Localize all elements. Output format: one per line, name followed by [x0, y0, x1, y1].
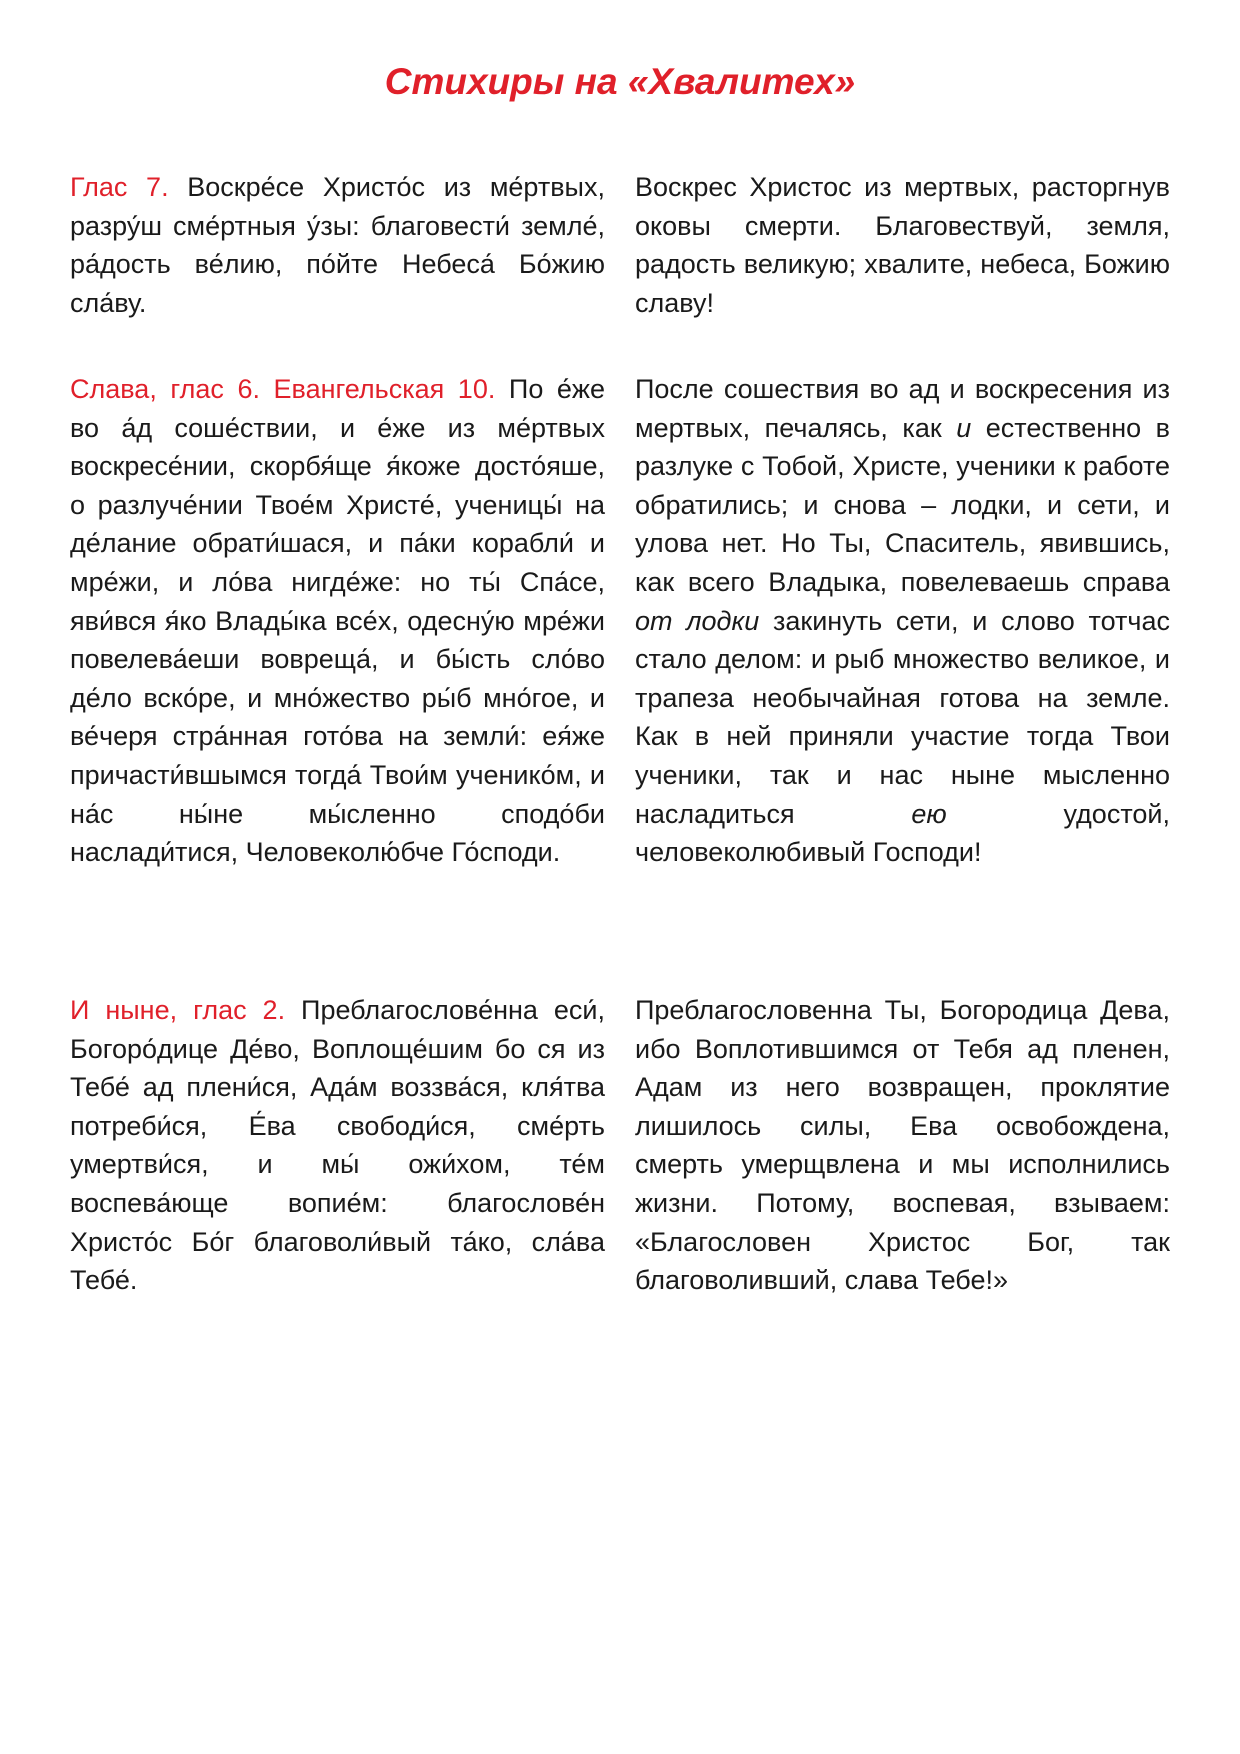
church-slavonic-text [70, 991, 605, 1300]
russian-body-part: После сошествия во ад и воскресения из мертвых, печалясь, как [635, 374, 1170, 443]
church-slavonic-body: Воскре́се Христо́с из ме́ртвых, разру́ш сме́ртныя у́зы: благовести́ земле́, ра́дость ве́лию, по́йте Небеса́ Бо́жию сла́ву. [70, 172, 605, 318]
russian-italic-insert: ею [911, 798, 947, 829]
church-slavonic-text [70, 168, 605, 322]
stanza-heading: Слава, глас 6. Евангельская 10. [70, 374, 496, 404]
russian-translation [635, 370, 1170, 872]
russian-italic-insert: от лодки [635, 605, 760, 636]
stanza-glas-7 [70, 168, 1170, 322]
russian-body-part: естественно в разлуке с Тобой, Христе, ученики к работе обратились; и снова – лодки, и сети, и улова нет. Но Ты, Спаситель, явившись, как всего Владыка, повелеваешь справа [635, 412, 1170, 597]
russian-body-part: закинуть сети, и слово тотчас стало делом: и рыб множество великое, и трапеза необычайная готова на земле. Как в ней приняли участие тогда Твои ученики, так и нас ныне мысленно насладиться [635, 605, 1170, 829]
stanza-i-nyne-glas-2 [70, 991, 1170, 1300]
church-slavonic-text [70, 370, 605, 872]
page-title: Стихиры на «Хвалитех» [384, 61, 856, 102]
russian-body-part: удостой, человеколюбивый Господи! [635, 798, 1170, 868]
russian-body: Преблагословенна Ты, Богородица Дева, ибо Воплотившимся от Тебя ад пленен, Адам из него возвращен, проклятие лишилось силы, Ева освобождена, смерть умерщвлена и мы исполнились жизни. Потому, воспевая, взываем: «Благословен Христос Бог, так благоволивший, слава Тебе!» [635, 995, 1170, 1296]
russian-translation [635, 991, 1170, 1300]
russian-body: Воскрес Христос из мертвых, расторгнув оковы смерти. Благовествуй, земля, радость великую; хвалите, небеса, Божию славу! [635, 172, 1170, 318]
stanza-slava-glas-6 [70, 370, 1170, 872]
stanza-heading: Глас 7. [70, 172, 169, 202]
russian-italic-insert: и [956, 412, 972, 443]
church-slavonic-body: Преблагослове́нна еси́, Богоро́дице Де́во, Воплоще́шим бо ся из Тебе́ ад плени́ся, Ада́м воззва́ся, кля́тва потреби́ся, Е́ва свободи́ся, сме́рть умертви́ся, и мы́ ожи́хом, те́м воспева́юще вопие́м: благослове́н Христо́с Бо́г благоволи́вый та́ко, сла́ва Тебе́. [70, 995, 606, 1296]
russian-translation [635, 168, 1170, 322]
stanza-heading: И ныне, глас 2. [70, 995, 286, 1025]
church-slavonic-body: По е́же во а́д соше́ствии, и е́же из ме́ртвых воскресе́нии, скорбя́ще я́коже досто́яше, о разлуче́нии Твое́м Христе́, ученицы́ на де́лание обрати́шася, и па́ки корабли́ и мре́жи, и ло́ва нигде́же: но ты́ Спа́се, яви́вся я́ко Влады́ка все́х, одесну́ю мре́жи повелева́еши вовреща́, и бы́сть сло́во де́ло вско́ре, и мно́жество ры́б мно́гое, и ве́черя стра́нная гото́ва на земли́: ея́же причасти́вшымся тогда́ Твои́м ученико́м, и на́с ны́не мы́сленно сподо́би наслади́тися, Человеколю́бче Го́споди. [70, 374, 605, 868]
